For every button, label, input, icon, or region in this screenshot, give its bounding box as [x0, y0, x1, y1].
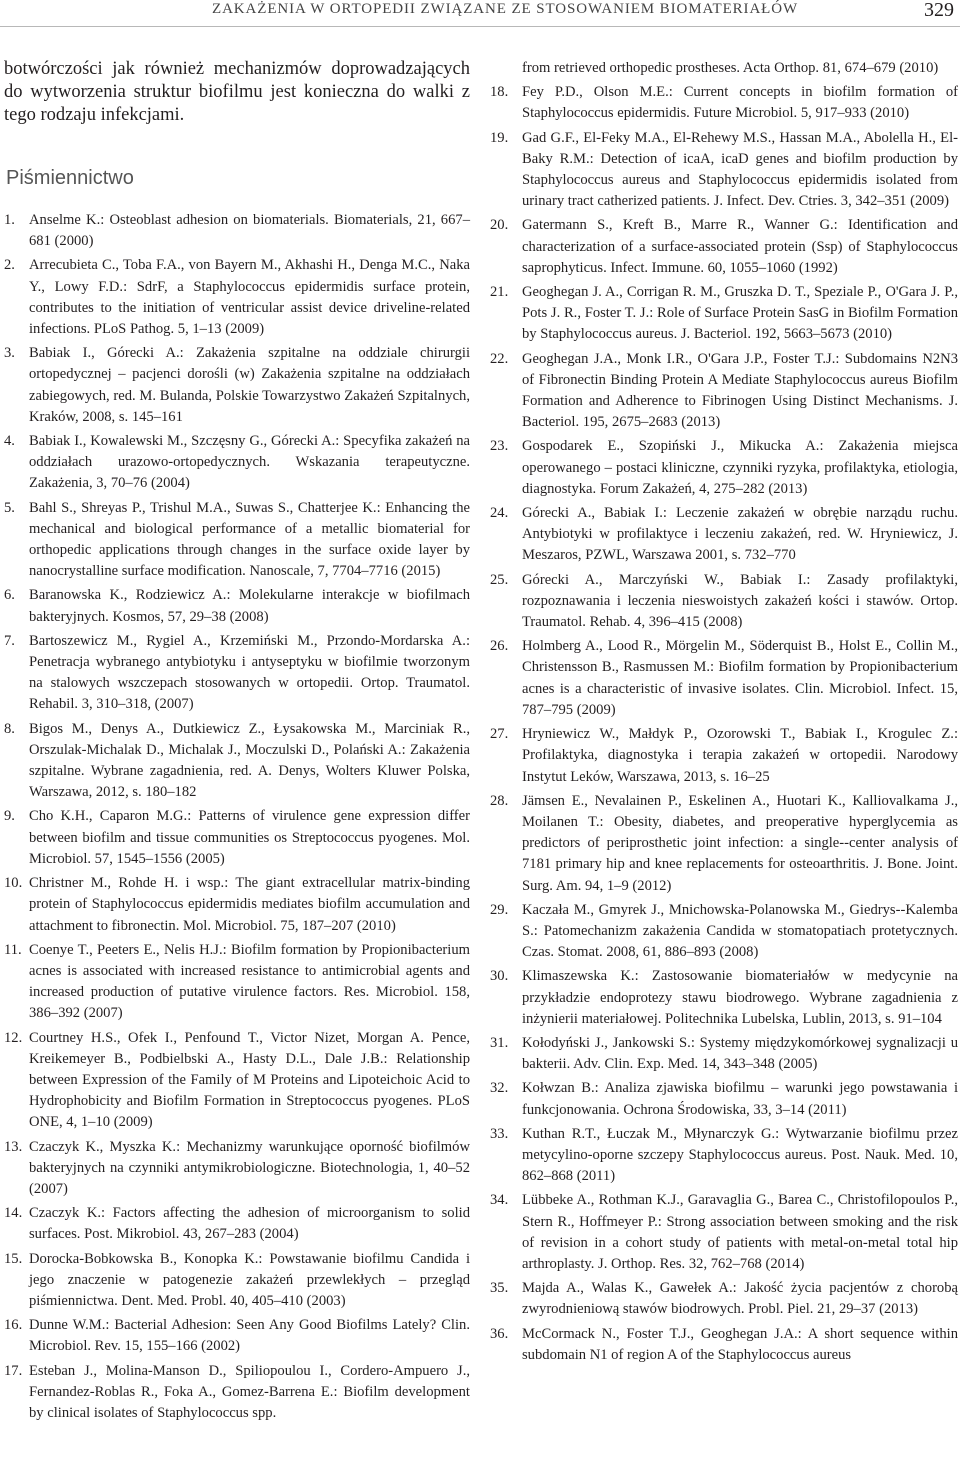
reference-number: 11. — [4, 941, 22, 958]
reference-number: 31. — [490, 1034, 509, 1051]
reference-item — [490, 1190, 958, 1275]
reference-item — [4, 210, 470, 252]
reference-text: Lübbeke A., Rothman K.J., Garavaglia G., Barea C., Christofilopoulos P., Stern R., Hoffmeyer P.: Strong association between smoking and the risk of revision in a cohort study of patients with metal-on-metal total hip arthroplasty. J. Orthop. Res. 32, 762–768 (2014) — [522, 1192, 958, 1272]
reference-item — [4, 585, 470, 627]
right-column — [490, 58, 958, 1369]
reference-text: Gad G.F., El-Feky M.A., El-Rehewy M.S., Hassan M.A., Abolella H., El-Baky R.M.: Detection of icaA, icaD genes and biofilm production by Staphylococcus aureus and Staphylococcus epidermidis isolated from urinary tract catherized patients. J. Infect. Dev. Ctries. 3, 342–351 (2009) — [522, 129, 958, 210]
reference-number: 24. — [490, 505, 509, 522]
reference-text: Bigos M., Denys A., Dutkiewicz Z., Łysakowska M., Marciniak R., Orszulak-Michalak D., Michalak J., Moczulski D., Polański A.: Zakażenia szpitalne. Wybrane zagadnienia, red. A. Denys, Wolters Kluwer Polska, Warszawa, 2012, s. 180–182 — [29, 720, 470, 801]
reference-number: 22. — [490, 350, 509, 367]
reference-text: Gatermann S., Kreft B., Marre R., Wanner G.: Identification and characterization of a surface-associated protein (Ssp) of Staphylococcus saprophyticus. Infect. Immune. 60, 1055–1060 (1992) — [522, 217, 958, 276]
reference-item — [4, 719, 470, 804]
reference-item — [490, 1033, 958, 1075]
reference-text: Górecki A., Babiak I.: Leczenie zakażeń w obrębie narządu ruchu. Antybiotyki w profilaktyce i leczeniu zakażeń, red. W. Hryniewicz, J. Meszaros, PZWL, Warszawa 2001, s. 732–770 — [522, 505, 958, 564]
reference-number: 20. — [490, 217, 509, 234]
reference-text: Kaczała M., Gmyrek J., Mnichowska-Polanowska M., Giedrys--Kalemba S.: Patomechanizm zakażenia Candida w stomatopatiach protetycznych. Czas. Stomat. 2008, 61, 886–893 (2008) — [522, 901, 958, 961]
running-title: ZAKAŻENIA W ORTOPEDII ZWIĄZANE ZE STOSOWANIEM BIOMATERIAŁÓW — [212, 1, 799, 17]
reference-text: Esteban J., Molina-Manson D., Spiliopoulou I., Cordero-Ampuero J., Fernandez-Roblas R., Foka A., Gomez-Barrena E.: Biofilm development by clinical isolates of Staphylococcus spp. — [29, 1362, 470, 1421]
reference-item — [4, 255, 470, 340]
reference-text: Anselme K.: Osteoblast adhesion on biomaterials. Biomaterials, 21, 667–681 (2000) — [29, 212, 470, 250]
reference-text: Christner M., Rohde H. i wsp.: The giant extracellular matrix-binding protein of Staphylococcus epidermidis mediates biofilm accumulation and attachment to fibronectin. Mol. Microbiol. 75, 187–207 (2010) — [29, 875, 470, 934]
reference-number: 8. — [4, 720, 15, 737]
reference-item — [490, 570, 958, 634]
reference-text: Kołwzan B.: Analiza zjawiska biofilmu – warunki jego powstawania i funkcjonowania. Ochrona Środowiska, 33, 3–14 (2011) — [522, 1080, 958, 1118]
left-column — [4, 58, 470, 1427]
reference-item — [4, 1137, 470, 1201]
reference-text: Coenye T., Peeters E., Nelis H.J.: Biofilm formation by Propionibacterium acnes is associated with increased resistance to antimicrobial agents and increased production of putative virulence factors. Res. Microbiol. 158, 386–392 (2007) — [29, 941, 470, 1022]
reference-text: Hryniewicz W., Małdyk P., Ozorowski T., Babiak I., Krogulec Z.: Profilaktyka, diagnostyka i terapia zakażeń w ortopedii. Narodowy Instytut Leków, Warszawa, 2013, s. 16–25 — [522, 726, 958, 785]
reference-number: 36. — [490, 1325, 509, 1342]
reference-text: Bahl S., Shreyas P., Trishul M.A., Suwas S., Chatterjee K.: Enhancing the mechanical and biological performance of a metallic biomaterial for orthopedic applications through changes in the surface oxide layer by nanocrystalline surface modification. Nanoscale, 7, 7704–7716 (2015) — [29, 499, 470, 580]
reference-item — [490, 724, 958, 788]
reference-text: Geoghegan J. A., Corrigan R. M., Gruszka D. T., Speziale P., O'Gara J. P., Pots J. R., Foster T. J.: Role of Surface Protein SasG in Biofilm Formation by Staphylococcus aureus. J. Bacteriol. 192, 5663–5673 (2010) — [522, 284, 958, 343]
reference-text: Arrecubieta C., Toba F.A., von Bayern M., Akhashi H., Denga M.C., Naka Y., Lowy F.D.: SdrF, a Staphylococcus epidermidis surface protein, contributes to the initiation of ventricular assist device driveline-related infections. PLoS Pathog. 5, 1–13 (2009) — [29, 257, 470, 338]
reference-item — [4, 1203, 470, 1245]
reference-number: 10. — [4, 875, 23, 892]
reference-number: 7. — [4, 632, 15, 649]
reference-item — [4, 940, 470, 1025]
reference-text: Holmberg A., Lood R., Mörgelin M., Söderquist B., Holst E., Collin M., Christensson B., Rasmussen M.: Biofilm formation by Propionibacterium acnes is a characteristic of invasive isolates. Clin. Microbiol. Infect. 15, 787–795 (2009) — [522, 638, 958, 718]
reference-item — [4, 343, 470, 428]
reference-item — [490, 900, 958, 964]
header-rule — [0, 26, 960, 27]
reference-item — [4, 806, 470, 870]
reference-text: Jämsen E., Nevalainen P., Eskelinen A., Huotari K., Kalliovalkama J., Moilanen T.: Obesity, diabetes, and preoperative hyperglycemia as predictors of periprosthetic joint infection: a single--center analysis of 7181 primary hip and knee replacements for osteoarthritis. J. Bone. Joint. Surg. Am. 94, 1–9 (2012) — [522, 792, 958, 894]
reference-number: 3. — [4, 345, 15, 362]
reference-number: 28. — [490, 792, 509, 809]
reference-number: 14. — [4, 1205, 23, 1222]
reference-text: Fey P.D., Olson M.E.: Current concepts in biofilm formation of Staphylococcus epidermidis. Future Microbiol. 5, 917–933 (2010) — [522, 84, 958, 122]
reference-item — [490, 1278, 958, 1320]
reference-item — [490, 503, 958, 567]
reference-text: Górecki A., Marczyński W., Babiak I.: Zasady profilaktyki, rozpoznawania i leczenia nieswoistych zakażeń kości i stawów. Ortop. Traumatol. Rehab. 4, 396–415 (2008) — [522, 571, 958, 631]
reference-number: 12. — [4, 1029, 23, 1046]
reference-item — [4, 1028, 470, 1134]
reference-item — [4, 431, 470, 495]
reference-text: Kołodyński J., Jankowski S.: Systemy międzykomórkowej sygnalizacji u bakterii. Adv. Clin. Exp. Med. 14, 343–348 (2005) — [522, 1034, 958, 1073]
reference-text: Majda A., Walas K., Gawełek A.: Jakość życia pacjentów z chorobą zwyrodnieniową stawów biodrowych. Probl. Piel. 21, 29–37 (2013) — [522, 1280, 958, 1318]
reference-continuation-text: from retrieved orthopedic prostheses. Acta Orthop. 81, 674–679 (2010) — [522, 60, 939, 76]
reference-number: 16. — [4, 1317, 23, 1334]
reference-text: Geoghegan J.A., Monk I.R., O'Gara J.P., Foster T.J.: Subdomains N2N3 of Fibronectin Binding Protein A Mediate Staphylococcus aureus Biofilm Formation and Adherence to Fibrinogen Using Distinct Mechanisms. J. Bacteriol. 195, 2675–2683 (2013) — [522, 350, 958, 431]
reference-item — [4, 1249, 470, 1313]
reference-number: 23. — [490, 438, 509, 455]
section-title: Piśmiennictwo — [6, 167, 134, 189]
reference-text: Czaczyk K.: Factors affecting the adhesion of microorganism to solid surfaces. Post. Mikrobiol. 43, 267–283 (2004) — [29, 1205, 470, 1243]
reference-number: 25. — [490, 571, 509, 588]
reference-item — [490, 215, 958, 279]
reference-number: 27. — [490, 726, 509, 743]
reference-text: Dunne W.M.: Bacterial Adhesion: Seen Any Good Biofilms Lately? Clin. Microbiol. Rev. 15, 155–166 (2002) — [29, 1317, 470, 1355]
page-number: 329 — [924, 0, 954, 21]
reference-number: 34. — [490, 1192, 509, 1209]
reference-number: 30. — [490, 968, 509, 985]
reference-number: 6. — [4, 587, 15, 604]
reference-text: McCormack N., Foster T.J., Geoghegan J.A.: A short sequence within subdomain N1 of region A of the Staphylococcus aureus — [522, 1325, 958, 1363]
reference-item — [490, 1124, 958, 1188]
reference-text: Dorocka-Bobkowska B., Konopka K.: Powstawanie biofilmu Candida i jego znaczenie w patogenezie zakażeń przewlekłych – przegląd piśmiennictwa. Dent. Med. Probl. 40, 405–410 (2003) — [29, 1250, 470, 1309]
reference-number: 19. — [490, 129, 509, 146]
reference-text: Baranowska K., Rodziewicz A.: Molekularne interakcje w biofilmach bakteryjnych. Kosmos, 57, 29–38 (2008) — [29, 587, 470, 625]
reference-item — [4, 1361, 470, 1425]
reference-number: 1. — [4, 212, 15, 228]
reference-item — [4, 873, 470, 937]
reference-item — [490, 82, 958, 124]
reference-number: 17. — [4, 1362, 23, 1379]
reference-number: 21. — [490, 284, 509, 301]
reference-number: 33. — [490, 1125, 509, 1142]
reference-item — [490, 282, 958, 346]
reference-item — [4, 631, 470, 716]
reference-number: 13. — [4, 1138, 23, 1155]
reference-text: Courtney H.S., Ofek I., Penfound T., Victor Nizet, Morgan A. Pence, Kreikemeyer B., Podbielbski A., Hasty D.L., Dale J.B.: Relationship between Expression of the Family of M Proteins and Lipoteichoic Acid to Hydrophobicity and Biofilm Formation in Streptococcus pyogenes. PLoS ONE, 4, 1–10 (2009) — [29, 1029, 470, 1131]
reference-list-right — [490, 82, 958, 1366]
reference-number: 15. — [4, 1250, 23, 1267]
reference-number: 4. — [4, 433, 15, 450]
reference-item — [490, 436, 958, 500]
reference-item — [490, 128, 958, 213]
page-header — [0, 0, 960, 34]
reference-item — [490, 636, 958, 721]
reference-item — [4, 498, 470, 583]
intro-paragraph: botwórczości jak również mechanizmów doprowadzających do wytworzenia struktur biofilmu jest konieczna do walki z tego rodzaju infekcjami. — [4, 59, 470, 125]
reference-continuation — [490, 58, 958, 79]
reference-text: Babiak I., Kowalewski M., Szczęsny G., Górecki A.: Specyfika zakażeń na oddziałach urazowo-ortopedycznych. Wskazania terapeutyczne. Zakażenia, 3, 70–76 (2004) — [29, 433, 470, 492]
reference-number: 2. — [4, 257, 15, 274]
reference-item — [4, 1315, 470, 1357]
reference-item — [490, 966, 958, 1030]
reference-number: 18. — [490, 84, 509, 101]
reference-item — [490, 791, 958, 897]
reference-text: Czaczyk K., Myszka K.: Mechanizmy warunkujące oporność biofilmów bakteryjnych na czynniki antymikrobiologiczne. Biotechnologia, 1, 40–52 (2007) — [29, 1138, 470, 1197]
reference-text: Kuthan R.T., Łuczak M., Młynarczyk G.: Wytwarzanie biofilmu przez metycylino-oporne szczepy Staphylococcus aureus. Post. Nauk. Med. 10, 862–868 (2011) — [522, 1125, 958, 1185]
reference-number: 5. — [4, 499, 15, 516]
reference-number: 29. — [490, 901, 509, 918]
reference-number: 9. — [4, 808, 15, 825]
reference-list-left — [4, 210, 470, 1424]
reference-text: Babiak I., Górecki A.: Zakażenia szpitalne na oddziale chirurgii ortopedycznej – pacjenci dorośli (w) Zakażenia szpitalne na oddziałach zabiegowych, red. M. Bulanda, Polskie Towarzystwo Zakażeń Szpitalnych, Kraków, 2008, s. 145–161 — [29, 345, 470, 425]
reference-number: 32. — [490, 1080, 509, 1097]
reference-number: 26. — [490, 638, 509, 655]
reference-item — [490, 1078, 958, 1120]
reference-item — [490, 349, 958, 434]
reference-item — [490, 1324, 958, 1366]
reference-text: Cho K.H., Caparon M.G.: Patterns of virulence gene expression differ between biofilm and tissue communities os Streptococcus pyogenes. Mol. Microbiol. 57, 1545–1556 (2005) — [29, 808, 470, 867]
reference-text: Klimaszewska K.: Zastosowanie biomateriałów w medycynie na przykładzie endoprotezy stawu biodrowego. Wybrane zagadnienia z inżynierii materiałowej. Politechnika Lubelska, Lublin, 2013, s. 91–104 — [522, 968, 958, 1027]
reference-number: 35. — [490, 1280, 509, 1297]
reference-text: Gospodarek E., Szopiński J., Mikucka A.: Zakażenia miejsca operowanego – postaci kliniczne, czynniki ryzyka, profilaktyka, etiologia, diagnostyka. Forum Zakażeń, 4, 275–282 (2013) — [522, 438, 958, 497]
reference-text: Bartoszewicz M., Rygiel A., Krzemiński M., Przondo-Mordarska A.: Penetracja wybranego antybiotyku i antyseptyku w biofilmie tworzonym na stalowych wszczepach stosowanych w ortopedii. Ortop. Traumatol. Rehabil. 3, 310–318, (2007) — [29, 632, 470, 713]
